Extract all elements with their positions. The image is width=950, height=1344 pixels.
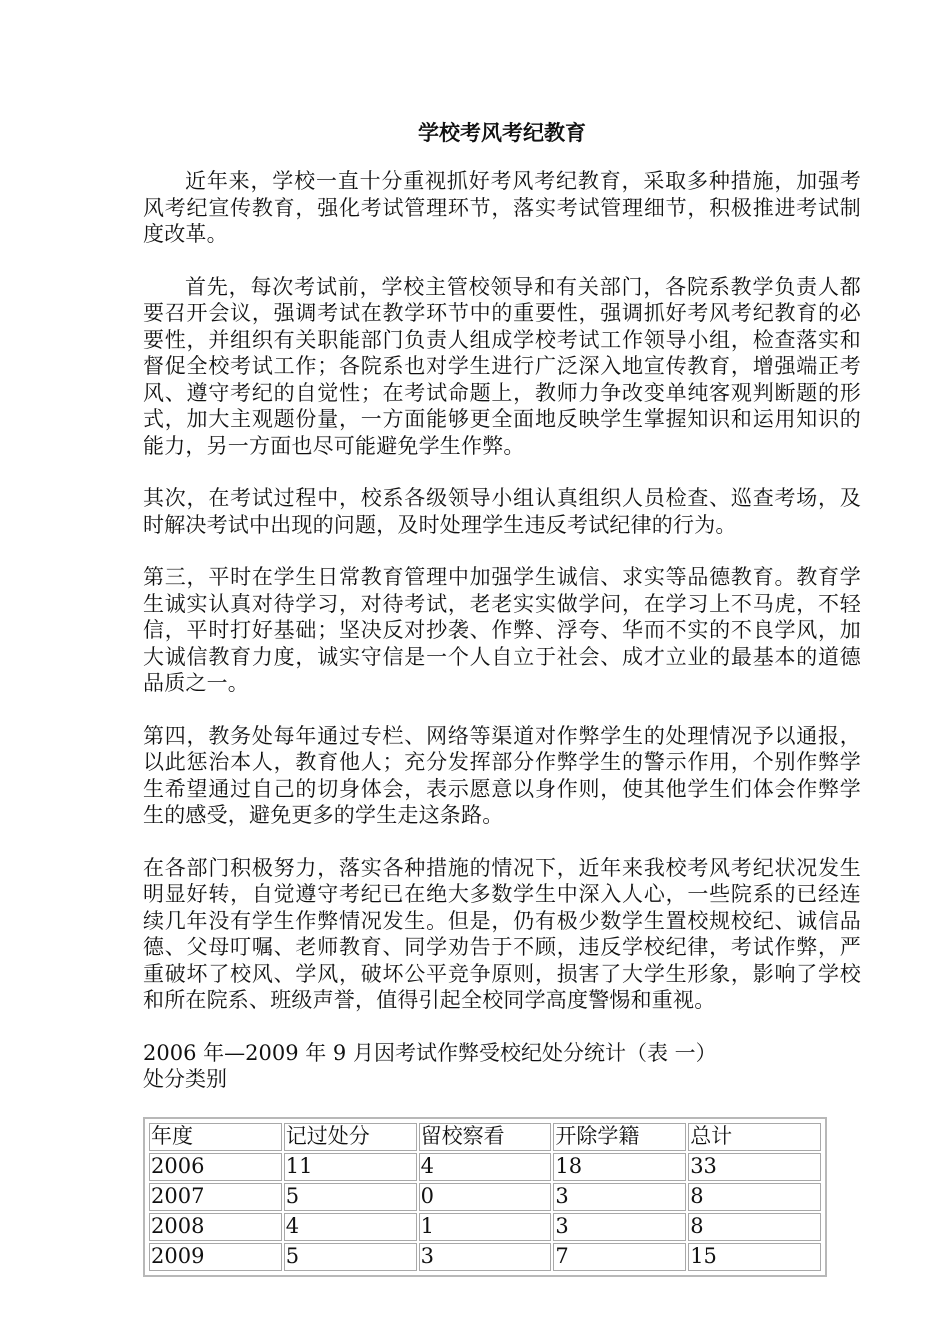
table-cell: 2007 [149,1183,282,1211]
table-subcaption: 处分类别 [143,1067,227,1091]
document-title: 学校考风考纪教育 [418,120,586,145]
table-cell: 7 [553,1243,686,1271]
table-cell: 11 [284,1153,417,1181]
header-cell: 开除学籍 [553,1123,686,1151]
paragraph-summary: 在各部门积极努力，落实各种措施的情况下，近年来我校考风考纪状况发生明显好转，自觉遵守考纪已在绝大多数学生中深入人心，一些院系的已经连续几年没有学生作弊情况发生。但是，仍有极少数学生置校规校纪、诚信品德、父母叮嘱、老师教育、同学劝告于不顾，违反学校纪律，考试作弊，严重破坏了校风、学风，破坏公平竞争原则，损害了大学生形象，影响了学校和所在院系、班级声誉，值得引起全校同学高度警惕和重视。 [143,855,861,1012]
table-cell: 1 [419,1213,552,1241]
table-cell: 33 [688,1153,821,1181]
table-header-row [149,1123,821,1151]
table-cell: 3 [553,1213,686,1241]
discipline-statistics-table [143,1117,827,1277]
table-cell: 0 [419,1183,552,1211]
paragraph-first: 首先，每次考试前，学校主管校领导和有关部门，各院系教学负责人都要召开会议，强调考试在教学环节中的重要性，强调抓好考风考纪教育的必要性，并组织有关职能部门负责人组成学校考试工作领导小组，检查落实和督促全校考试工作；各院系也对学生进行广泛深入地宣传教育，增强端正考风、遵守考纪的自觉性；在考试命题上，教师力争改变单纯客观判断题的形式，加大主观题份量，一方面能够更全面地反映学生掌握知识和运用知识的能力，另一方面也尽可能避免学生作弊。 [143,274,861,458]
paragraph-fourth: 第四，教务处每年通过专栏、网络等渠道对作弊学生的处理情况予以通报，以此惩治本人，教育他人；充分发挥部分作弊学生的警示作用，个别作弊学生希望通过自己的切身体会，表示愿意以身作则，使其他学生们体会作弊学生的感受，避免更多的学生走这条路。 [143,723,861,827]
paragraph-third: 第三，平时在学生日常教育管理中加强学生诚信、求实等品德教育。教育学生诚实认真对待学习，对待考试，老老实实做学问，在学习上不马虎，不轻信，平时打好基础；坚决反对抄袭、作弊、浮夸、华而不实的不良学风，加大诚信教育力度，诚实守信是一个人自立于社会、成才立业的最基本的道德品质之一。 [143,565,861,695]
table-cell: 15 [688,1243,821,1271]
table-cell: 4 [419,1153,552,1181]
document-page [143,118,861,1277]
table-cell: 18 [553,1153,686,1181]
table-cell: 8 [688,1213,821,1241]
header-cell: 留校察看 [419,1123,552,1151]
header-cell: 总计 [688,1123,821,1151]
table-caption: 2006 年—2009 年 9 月因考试作弊受校纪处分统计（表 一） [143,1040,717,1065]
table-cell: 5 [284,1243,417,1271]
table-cell: 4 [284,1213,417,1241]
table-row [149,1243,821,1271]
table-row [149,1153,821,1181]
table-cell: 8 [688,1183,821,1211]
table-row [149,1213,821,1241]
table-cell: 2006 [149,1153,282,1181]
table-cell: 2009 [149,1243,282,1271]
table-row [149,1183,821,1211]
table-cell: 2008 [149,1213,282,1241]
table-cell: 3 [419,1243,552,1271]
table-cell: 3 [553,1183,686,1211]
header-cell: 年度 [149,1123,282,1151]
paragraph-intro: 近年来，学校一直十分重视抓好考风考纪教育，采取多种措施，加强考风考纪宣传教育，强化考试管理环节，落实考试管理细节，积极推进考试制度改革。 [143,169,861,246]
table-cell: 5 [284,1183,417,1211]
header-cell: 记过处分 [284,1123,417,1151]
paragraph-second: 其次，在考试过程中，校系各级领导小组认真组织人员检查、巡查考场，及时解决考试中出现的问题，及时处理学生违反考试纪律的行为。 [143,486,861,537]
